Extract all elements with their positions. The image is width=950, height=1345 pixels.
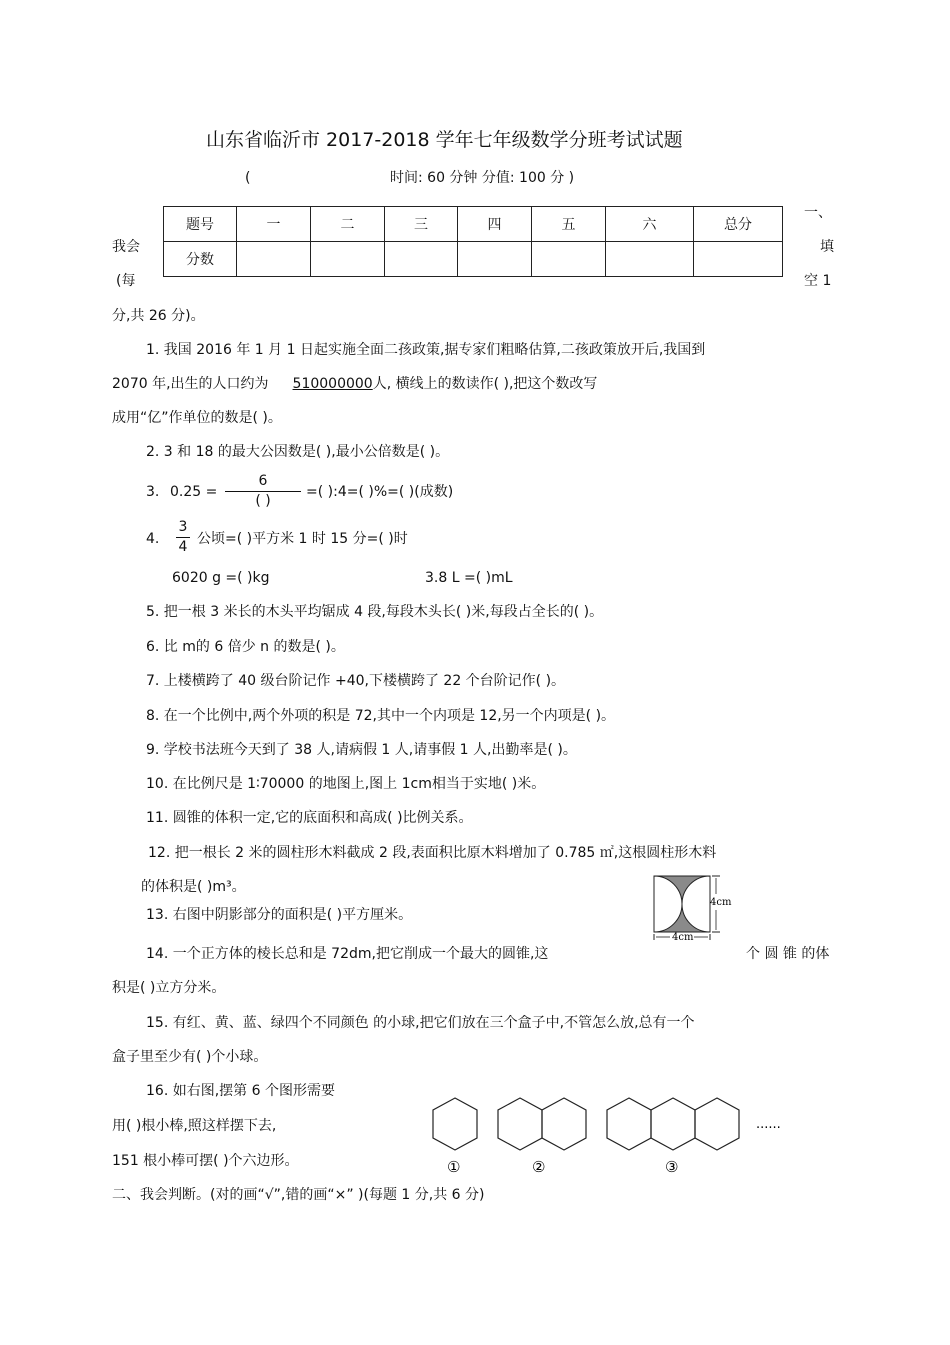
question-11: 11. 圆锥的体积一定,它的底面积和高成( )比例关系。	[146, 810, 473, 826]
question-1-line: 成用“亿”作单位的数是( )。	[112, 410, 282, 426]
question-1-line: 1. 我国 2016 年 1 月 1 日起实施全面二孩政策,据专家们粗略估算,二孩政策放开后,我国到	[146, 342, 706, 358]
score-cell[interactable]	[606, 242, 694, 277]
question-1-text: 2070 年,出生的人口约为	[112, 376, 269, 392]
section1-heading-part: 空 1	[804, 273, 832, 289]
question-10: 10. 在比例尺是 1∶70000 的地图上,图上 1cm相当于实地( )米。	[146, 776, 546, 792]
question-4-text: 6020 g =( )kg	[172, 570, 270, 586]
score-cell[interactable]	[532, 242, 606, 277]
score-cell[interactable]	[311, 242, 385, 277]
hexagon-shape	[433, 1098, 477, 1150]
hexagon-shape	[607, 1098, 651, 1150]
question-3-text: 0.25 =	[170, 484, 218, 500]
question-16-line: 151 根小棒可摆( )个六边形。	[112, 1153, 299, 1169]
fraction-bar	[176, 537, 190, 538]
section1-heading-part: 我会	[112, 239, 140, 255]
question-14-line: 积是( )立方分米。	[112, 980, 226, 996]
question-3-fraction	[225, 473, 301, 510]
score-table-header: 一	[237, 207, 311, 242]
question-5: 5. 把一根 3 米长的木头平均锯成 4 段,每段木头长( )米,每段占全长的( )。	[146, 604, 604, 620]
hexagon-shape	[651, 1098, 695, 1150]
question-4-number: 4.	[146, 531, 160, 547]
score-table-header: 三	[385, 207, 458, 242]
score-cell[interactable]	[385, 242, 458, 277]
score-cell[interactable]	[237, 242, 311, 277]
question-4-text: 3.8 L =( )mL	[425, 570, 513, 586]
question-4-text: 公顷=( )平方米 1 时 15 分=( )时	[197, 531, 408, 547]
question-15-line: 15. 有红、黄、蓝、绿四个不同颜色 的小球,把它们放在三个盒子中,不管怎么放,总有一个	[146, 1015, 695, 1031]
hexagon-shape	[498, 1098, 542, 1150]
question-12-line: 12. 把一根长 2 米的圆柱形木料截成 2 段,表面积比原木料增加了 0.785 ㎡,这根圆柱形木料	[148, 845, 717, 861]
figure-label: ②	[532, 1158, 546, 1176]
figure-label: ③	[665, 1158, 679, 1176]
question-7: 7. 上楼横跨了 40 级台阶记作 +40,下楼横跨了 22 个台阶记作( )。	[146, 673, 566, 689]
fraction-bar	[225, 491, 301, 492]
hexagon-pattern-figure	[420, 1090, 810, 1180]
question-16-line: 用( )根小棒,照这样摆下去,	[112, 1118, 277, 1134]
question-3-text: =( ):4=( )%=( )(成数)	[306, 484, 454, 500]
question-9: 9. 学校书法班今天到了 38 人,请病假 1 人,请事假 1 人,出勤率是( )。	[146, 742, 577, 758]
hexagon-shape	[695, 1098, 739, 1150]
question-16-line: 16. 如右图,摆第 6 个图形需要	[146, 1083, 335, 1099]
figure-side-label: 4cm	[710, 897, 732, 908]
figure-bottom-label: 4cm	[672, 932, 694, 942]
question-15-line: 盒子里至少有( )个小球。	[112, 1049, 268, 1065]
question-6: 6. 比 m的 6 倍少 n 的数是( )。	[146, 639, 345, 655]
section1-heading-part: 填	[820, 239, 834, 255]
question-1-line	[112, 375, 597, 393]
score-table-header-row	[164, 207, 783, 242]
exam-info: 时间: 60 分钟 分值: 100 分 )	[390, 170, 575, 186]
question-13-figure	[648, 870, 732, 942]
fraction-numerator: 6	[258, 473, 268, 489]
section1-heading-part: 一、	[804, 205, 832, 221]
question-12-line: 的体积是( )m³。	[141, 879, 246, 895]
continuation-dots: ······	[756, 1121, 781, 1136]
score-row-label: 分数	[164, 242, 237, 277]
question-4-fraction	[176, 519, 190, 556]
population-number: 510000000	[292, 376, 373, 392]
score-table-header: 题号	[164, 207, 237, 242]
section1-heading-part: (每	[116, 273, 136, 289]
fraction-numerator: 3	[178, 519, 188, 535]
question-14-line: 14. 一个正方体的棱长总和是 72dm,把它削成一个最大的圆锥,这	[146, 946, 549, 962]
question-14-line: 个 圆 锥 的体	[746, 946, 830, 962]
question-2: 2. 3 和 18 的最大公因数是( ),最小公倍数是( )。	[146, 444, 450, 460]
fraction-denominator: ( )	[255, 493, 271, 509]
score-table-header: 总分	[694, 207, 783, 242]
score-cell[interactable]	[694, 242, 783, 277]
score-table	[163, 206, 783, 277]
page-title: 山东省临沂市 2017-2018 学年七年级数学分班考试试题	[206, 129, 683, 151]
score-cell[interactable]	[458, 242, 532, 277]
question-3-number: 3.	[146, 484, 160, 500]
question-8: 8. 在一个比例中,两个外项的积是 72,其中一个内项是 12,另一个内项是( )。	[146, 708, 616, 724]
score-table-header: 二	[311, 207, 385, 242]
score-table-header: 四	[458, 207, 532, 242]
figure-label: ①	[447, 1158, 461, 1176]
question-13: 13. 右图中阴影部分的面积是( )平方厘米。	[146, 907, 413, 923]
hexagon-shape	[542, 1098, 586, 1150]
score-table-header: 六	[606, 207, 694, 242]
section1-heading-part: 分,共 26 分)。	[112, 308, 205, 324]
score-table-header: 五	[532, 207, 606, 242]
question-1-text: 人, 横线上的数读作( ),把这个数改写	[372, 376, 598, 392]
section2-heading: 二、我会判断。(对的画“√”,错的画“×” )(每题 1 分,共 6 分)	[112, 1187, 485, 1203]
fraction-denominator: 4	[178, 539, 188, 555]
exam-info-open: (	[245, 170, 251, 186]
score-table-score-row	[164, 242, 783, 277]
